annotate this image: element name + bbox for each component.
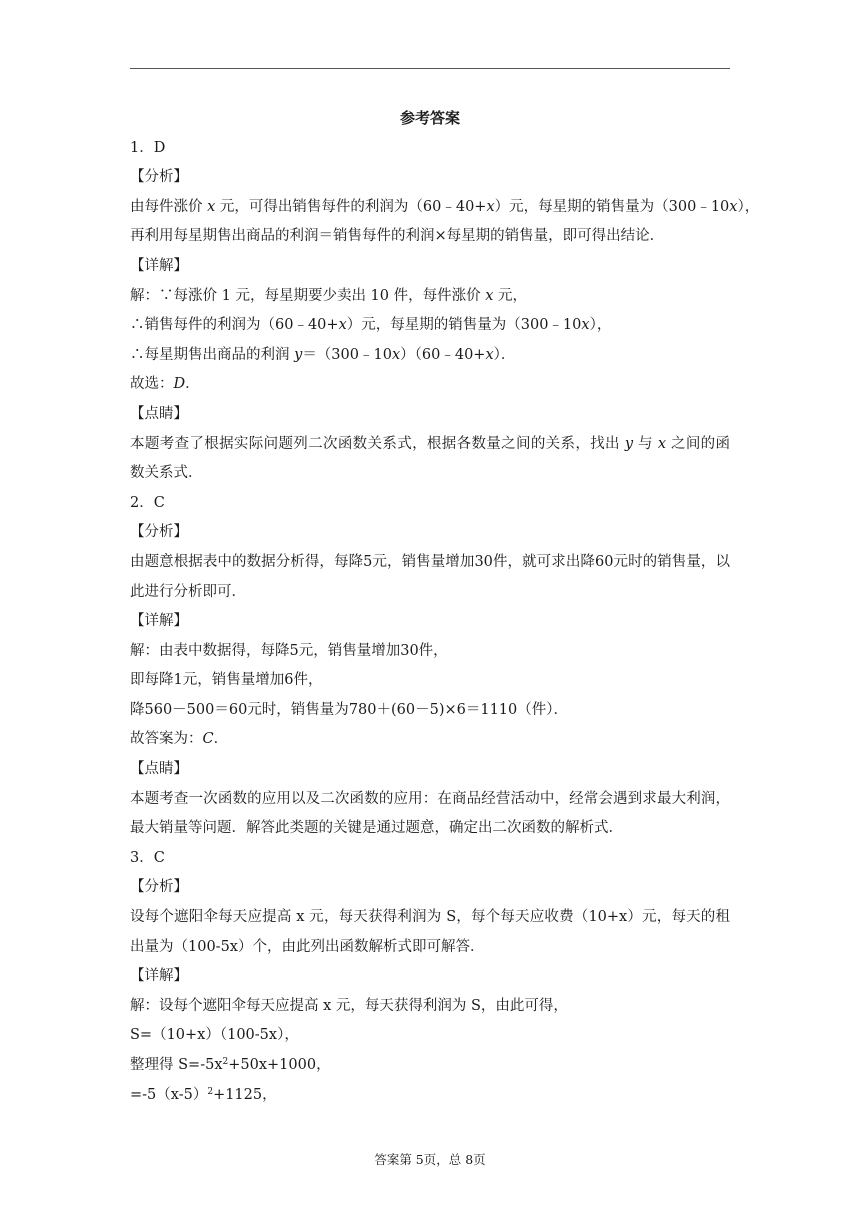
q2-detail-line-2: 即每降1元，销售量增加6件，	[130, 672, 323, 689]
q2-detail-line-1: 解：由表中数据得，每降5元，销售量增加30件，	[130, 642, 448, 659]
page-footer: 答案第 5页，总 8页	[374, 1152, 486, 1167]
q2-answer: 2．C	[130, 494, 165, 511]
page-title: 参考答案	[399, 109, 460, 127]
q1-detail-line-3: ∴每星期售出商品的利润 y＝（300﹣10x）（60﹣40+x）．	[130, 346, 516, 363]
q1-comment-heading: 【点睛】	[130, 405, 188, 422]
q3-detail-line-2: S=（10+x）（100-5x），	[130, 1027, 299, 1044]
q2-detail-heading: 【详解】	[130, 613, 188, 630]
q2-comment-heading: 【点睛】	[130, 761, 188, 778]
q1-detail-heading: 【详解】	[130, 257, 188, 274]
q3-detail-line-4: $=-5(x-5)^2+1125$，	[130, 1086, 277, 1103]
q2-analysis: 由题意根据表中的数据分析得，每降5元，销售量增加30件，就可求出降60元时的销售量，以此进行分析即可．	[130, 553, 730, 600]
header-rule	[130, 68, 730, 69]
q2-expression-price-drop: 560－500＝60	[144, 701, 248, 718]
q2-detail-line-3: 降560－500＝60元时，销售量为780＋(60－5)×6＝1110（件）．	[130, 701, 569, 718]
q2-choice-line: 故答案为：C．	[130, 731, 229, 748]
q3-detail-heading: 【详解】	[130, 968, 188, 985]
q1-detail-line-1: 解：∵每涨价 1 元，每星期要少卖出 10 件，每件涨价 x 元，	[130, 287, 528, 304]
q1-choice-line: 故选：D．	[130, 376, 200, 393]
q1-comment: 本题考查了根据实际问题列二次函数关系式，根据各数量之间的关系，找出 y 与 x 之间的函数关系式．	[130, 435, 731, 482]
q2-comment: 本题考查一次函数的应用以及二次函数的应用：在商品经营活动中，经常会遇到求最大利润，最大销量等问题．解答此类题的关键是通过题意，确定出二次函数的解析式．	[130, 790, 730, 837]
q2-expression-sales: 780＋(60－5)×6＝1110	[348, 701, 518, 718]
q3-answer: 3．C	[130, 849, 165, 866]
q3-analysis: 设每个遮阳伞每天应提高 x 元，每天获得利润为 S，每个每天应收费（10+x）元，每天的租出量为（100-5x）个，由此列出函数解析式即可解答．	[130, 909, 730, 955]
q3-detail-line-1: 解：设每个遮阳伞每天应提高 x 元，每天获得利润为 S，由此可得，	[130, 997, 568, 1014]
q3-analysis-heading: 【分析】	[130, 879, 188, 896]
q2-analysis-heading: 【分析】	[130, 524, 188, 541]
q1-analysis-line-2: 再利用每星期售出商品的利润＝销售每件的利润×每星期的销售量，即可得出结论．	[130, 228, 665, 245]
q1-analysis-line-1: 由每件涨价 x 元，可得出销售每件的利润为（60﹣40+x）元，每星期的销售量为（300﹣10x），	[130, 198, 760, 215]
q1-detail-line-2: ∴销售每件的利润为（60﹣40+x）元，每星期的销售量为（300﹣10x），	[130, 317, 612, 334]
q3-detail-line-3: 整理得 $S=-5x^2+50x+1000$，	[130, 1057, 331, 1073]
q1-answer: 1．D	[130, 139, 166, 156]
answer-document	[130, 104, 760, 1110]
q1-analysis-heading: 【分析】	[130, 169, 188, 186]
